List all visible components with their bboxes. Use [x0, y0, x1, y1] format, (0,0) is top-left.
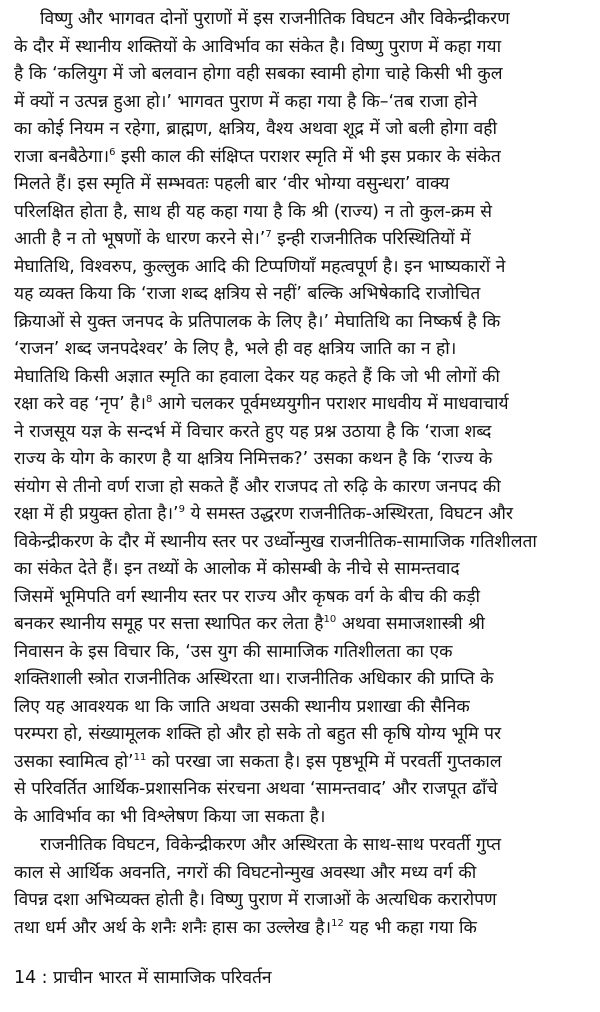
paragraph-1 [14, 6, 586, 831]
text-line: के आविर्भाव का भी विश्लेषण किया जा सकता है। [14, 806, 326, 827]
text-line: राजा बनबैठेगा।$^6$ इसी काल की संक्षिप्त पराशर स्मृति में भी इस प्रकार के संकेत [14, 146, 501, 167]
page-number: 14 [14, 968, 37, 988]
text-line: मेघातिथि, विश्वरुप, कुल्लुक आदि की टिप्पणियाँ महत्वपूर्ण है। इन भाष्यकारों ने [14, 256, 506, 277]
text-line: है कि ‘कलियुग में जो बलवान होगा वही सबका स्वामी होगा चाहे किसी भी कुल [14, 64, 503, 84]
text-line: रक्षा में ही प्रयुक्त होता है।’$^9$ ये समस्त उद्धरण राजनीतिक-अस्थिरता, विघटन और [14, 504, 514, 524]
text-line: तथा धर्म और अर्थ के शनैः शनैः हास का उल्लेख है।$^{12}$ यह भी कहा गया कि [14, 917, 477, 938]
text-line: विकेन्द्रीकरण के दौर में स्थानीय स्तर पर उर्ध्वोन्मुख राजनीतिक-सामाजिक गतिशीलता [14, 531, 537, 552]
footnote-ref-11: 11 [133, 751, 147, 763]
text-line: ‘राजन’ शब्द जनपदेश्वर’ के लिए है, भले ही वह क्षत्रिय जाति का न हो। [14, 339, 457, 359]
footer-separator: : [41, 968, 48, 988]
footnote-ref-6: 6 [109, 146, 116, 158]
footnote-ref-8: 8 [145, 394, 153, 405]
text-line: काल से आर्थिक अवनति, नगरों की विघटनोन्मुख अवस्था और मध्य वर्ग की [14, 862, 477, 883]
text-line: राज्य के योग के कारण है या क्षत्रिय निमित्तक?’ उसका कथन है कि ‘राज्य के [14, 449, 493, 469]
text-line: का संकेत देते हैं। इन तथ्यों के आलोक में कोसम्बी के नीचे से सामन्तवाद [14, 559, 460, 579]
book-title: प्राचीन भारत में सामाजिक परिवर्तन [53, 968, 272, 988]
text-line: क्रियाओं से युक्त जनपद के प्रतिपालक के लिए है।’ मेघातिथि का निष्कर्ष है कि [14, 311, 501, 332]
text-line: से परिवर्तित आर्थिक-प्रशासनिक संरचना अथवा ‘सामन्तवाद’ और राजपूत ढाँचे [14, 779, 498, 799]
text-line: मिलते हैं। इस स्मृति में सम्भवतः पहली बार ‘वीर भोग्या वसुन्धरा’ वाक्य [14, 174, 450, 194]
text-line: परम्परा हो, संख्यामूलक शक्ति हो और हो सके तो बहुत सी कृषि योग्य भूमि पर [14, 724, 502, 744]
text-line: संयोग से तीनो वर्ण राजा हो सकते हैं और राजपद तो रुढ़ि के कारण जनपद की [14, 476, 501, 497]
text-line: में क्यों न उत्पन्न हुआ हो।’ भागवत पुराण में कहा गया है कि–‘तब राजा होने [14, 91, 478, 112]
text-line: निवासन के इस विचार कि, ‘उस युग की सामाजिक गतिशीलता का एक [14, 641, 453, 662]
text-line: परिलक्षित होता है, साथ ही यह कहा गया है कि श्री (राज्य) न तो कुल-क्रम से [14, 201, 493, 222]
text-line: के दौर में स्थानीय शक्तियों के आविर्भाव का संकेत है। विष्णु पुराण में कहा गया [14, 36, 502, 57]
footnote-ref-7: 7 [265, 229, 272, 240]
text-line: यह व्यक्त किया कि ‘राजा शब्द क्षत्रिय से नहीं’ बल्कि अभिषेकादि राजोचित [14, 284, 481, 304]
text-line: ने राजसूय यज्ञ के सन्दर्भ में विचार करते हुए यह प्रश्न उठाया है कि ‘राजा शब्द [14, 421, 492, 442]
text-line: आती है न तो भूषणों के धारण करने से।’$^7$ इन्ही राजनीतिक परिस्थितियों में [14, 229, 471, 249]
page-body [14, 6, 586, 942]
text-line: जिसमें भूमिपति वर्ग स्थानीय स्तर पर राज्य और कृषक वर्ग के बीच की कड़ी [14, 586, 481, 607]
text-line: शक्तिशाली स्त्रोत राजनीतिक अस्थिरता था। राजनीतिक अधिकार की प्राप्ति के [14, 669, 494, 689]
text-line: लिए यह आवश्यक था कि जाति अथवा उसकी स्थानीय प्रशाखा की सैनिक [14, 696, 470, 717]
text-line: का कोई नियम न रहेगा, ब्राह्मण, क्षत्रिय, वैश्य अथवा शूद्र में जो बली होगा वही [14, 119, 498, 139]
text-line: विष्णु और भागवत दोनों पुराणों में इस राजनीतिक विघटन और विकेन्द्रीकरण [40, 9, 510, 29]
footnote-ref-12: 12 [331, 917, 344, 929]
text-line: राजनीतिक विघटन, विकेन्द्रीकरण और अस्थिरता के साथ-साथ परवर्ती गुप्त [40, 835, 502, 855]
text-line: उसका स्वामित्व हो’$^{11}$ को परखा जा सकता है। इस पृष्ठभूमि में परवर्ती गुप्तकाल [14, 751, 502, 772]
footnote-ref-10: 10 [323, 614, 337, 625]
text-line: रक्षा करे वह ‘नृप’ है।$^8$ आगे चलकर पूर्वमध्ययुगीन पराशर माधवीय में माधवाचार्य [14, 394, 509, 414]
footnote-ref-9: 9 [178, 504, 185, 515]
text-line: विपन्न दशा अभिव्यक्त होती है। विष्णु पुराण में राजाओं के अत्यधिक करारोपण [14, 890, 497, 910]
page-footer [14, 965, 272, 989]
paragraph-2 [14, 832, 586, 942]
text-line: मेघातिथि किसी अज्ञात स्मृति का हवाला देकर यह कहते हैं कि जो भी लोगों की [14, 366, 500, 387]
text-line: बनकर स्थानीय समूह पर सत्ता स्थापित कर लेता है$^{10}$ अथवा समाजशास्त्री श्री [14, 614, 485, 634]
